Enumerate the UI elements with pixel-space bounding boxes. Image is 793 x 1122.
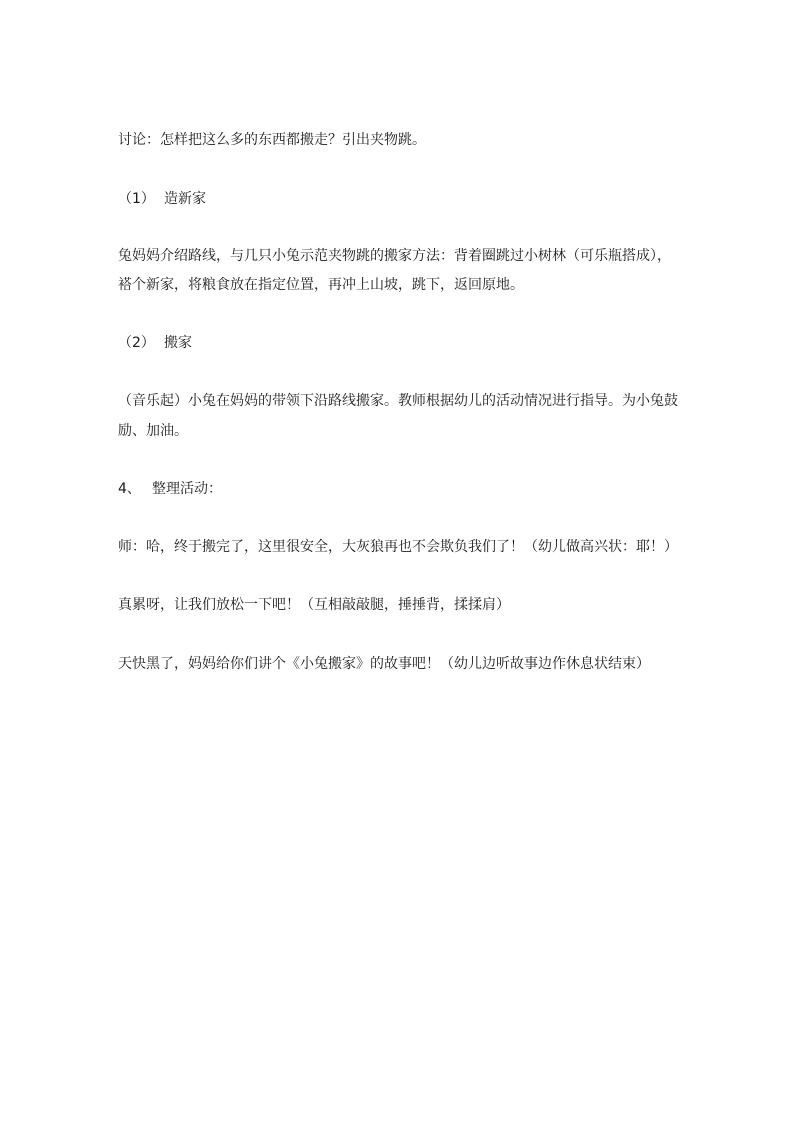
relax-paragraph: 真累呀，让我们放松一下吧！（互相敲敲腿，捶捶背，揉揉肩）: [118, 597, 510, 613]
subheading-moving: [118, 333, 688, 353]
section-number: 4、: [118, 481, 141, 497]
subheading-number: （1）: [118, 191, 155, 207]
subheading-number: （2）: [118, 335, 155, 351]
teacher-dialogue-paragraph: 师：哈，终于搬完了，这里很安全，大灰狼再也不会欺负我们了！（幼儿做高兴状：耶！）: [118, 539, 678, 555]
subheading-build-new-home: [118, 189, 688, 209]
subheading-text: 造新家: [164, 191, 206, 207]
music-paragraph-line-2: 励、加油。: [118, 423, 188, 439]
route-paragraph-line-1: 兔妈妈介绍路线，与几只小兔示范夹物跳的搬家方法：背着圈跳过小树林（可乐瓶搭成），: [118, 248, 671, 264]
section-heading-text: 整理活动：: [152, 481, 222, 497]
discussion-paragraph: 讨论：怎样把这么多的东西都搬走？引出夹物跳。: [118, 132, 426, 148]
route-paragraph-line-2: 褡个新家，将粮食放在指定位置，再冲上山坡，跳下，返回原地。: [118, 277, 524, 293]
story-paragraph: 天快黑了，妈妈给你们讲个《小兔搬家》的故事吧！（幼儿边听故事边作休息状结束）: [118, 656, 650, 672]
music-paragraph-line-1: （音乐起）小兔在妈妈的带领下沿路线搬家。教师根据幼儿的活动情况进行指导。为小兔鼓: [118, 393, 678, 409]
subheading-text: 搬家: [164, 335, 192, 351]
section-heading-cooldown: [118, 479, 688, 499]
